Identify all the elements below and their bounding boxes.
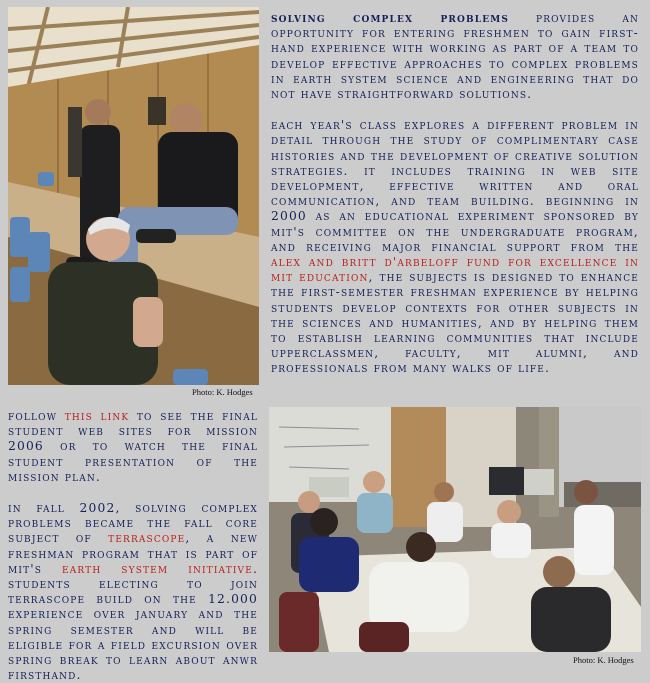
terrascope-link[interactable]: terrascope: [108, 531, 186, 546]
classroom-meeting-photo: [269, 407, 641, 652]
darbeloff-fund-link[interactable]: alex and britt d'arbeloff fund for excellence in mit education: [271, 255, 639, 285]
program-title: solving complex problems: [271, 10, 510, 25]
intro-paragraph: solving complex problems provides an opportunity for entering freshmen to gain first-hand experience with working as part of a team to develop effective approaches to complex problems in earth system science and engineering that do not have straightforward solutions.: [271, 10, 639, 102]
history-paragraph: each year's class explores a different problem in detail through the study of complimentary case histories and the development of creative solution strategies. it includes training in web site development, effective written and oral communication, and team building. beginning in 2000 as an educational experiment sponsored by mit's committee on the undergraduate program, and receiving major financial support from the alex and britt d'arbeloff fund for excellence in mit education, the subjects is designed to enhance the first-semester freshman experience by helping students develop contexts for other subjects in the sciences and humanities, and by helping them to establish learning communities that include upperclassmen, faculty, mit alumni, and professionals from many walks of life.: [271, 118, 640, 376]
lecture-hall-photo: [8, 7, 259, 385]
follow-paragraph: follow this link to see the final student web sites for mission 2006 or to watch the final student presentation of the mission plan.: [8, 409, 258, 484]
this-link[interactable]: this link: [64, 409, 130, 423]
intro-text: [271, 10, 639, 377]
terrascope-paragraph: in fall 2002, solving complex problems became the fall core subject of terrascope, a new freshman program that is part of mit's earth system initiative. students electing to join terrascope build on the 12.000 experience over january and the spring semester and will be eligible for a field excursion over spring break to learn about anwr firsthand.: [8, 501, 258, 683]
earth-system-initiative-link[interactable]: earth system initiative: [62, 561, 253, 576]
photo-credit: Photo: K. Hodges: [192, 387, 253, 397]
photo-credit: Photo: K. Hodges: [573, 655, 634, 665]
mission-text: [8, 409, 258, 683]
